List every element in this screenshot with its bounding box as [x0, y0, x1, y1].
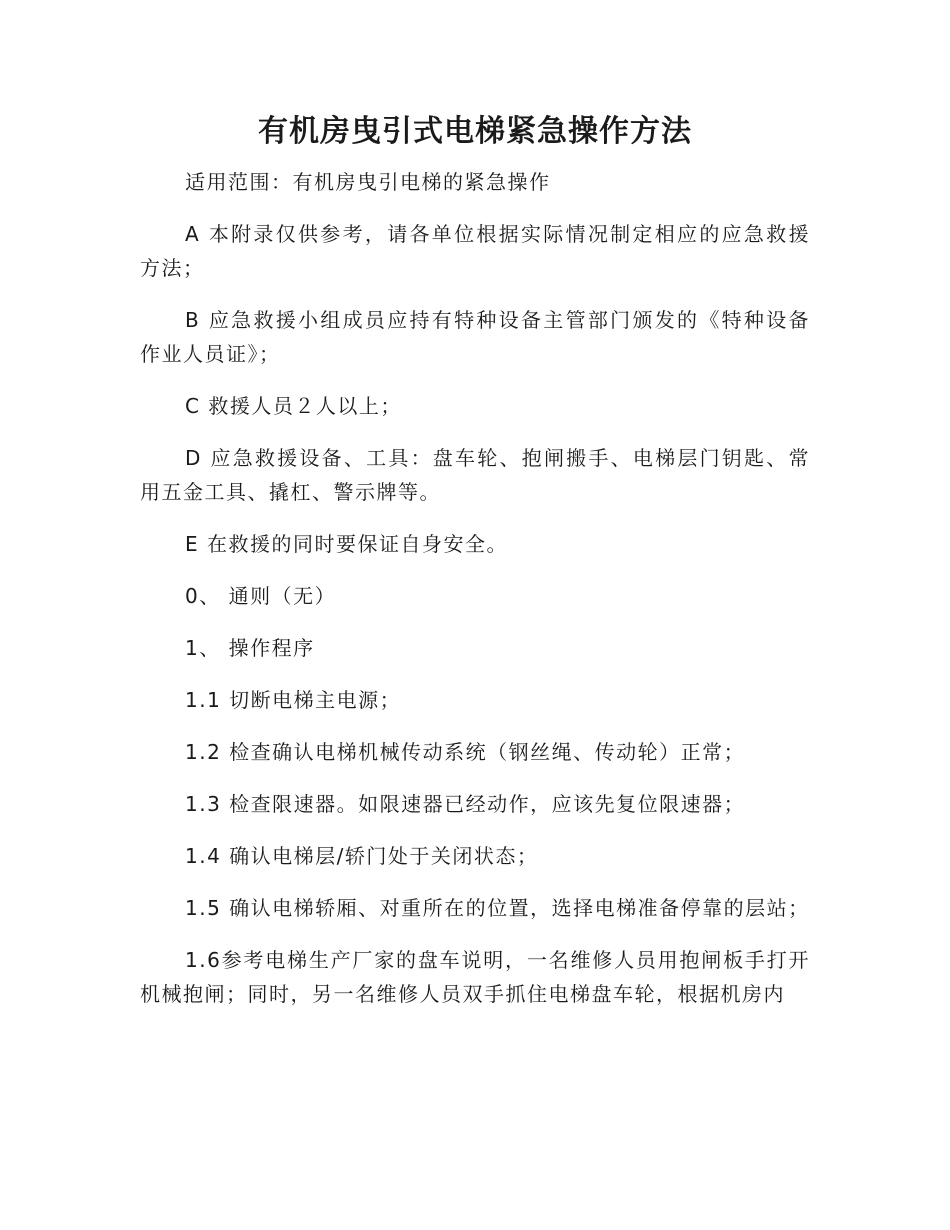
scope-paragraph: 适用范围：有机房曳引电梯的紧急操作 — [185, 170, 551, 194]
step-1-2: 1.2 检查确认电梯机械传动系统（钢丝绳、传动轮）正常； — [185, 740, 746, 764]
step-1-3: 1.3 检查限速器。如限速器已经动作，应该先复位限速器； — [185, 792, 746, 816]
document-body — [140, 165, 810, 1029]
document-title: 有机房曳引式电梯紧急操作方法 — [258, 114, 692, 149]
step-1-1: 1.1 切断电梯主电源； — [185, 688, 402, 712]
step-1-6: 1.6参考电梯生产厂家的盘车说明，一名维修人员用抱闸板手打开机械抱闸；同时，另一名维修人员双手抓住电梯盘车轮，根据机房内 — [140, 948, 810, 1006]
note-a-paragraph: A 本附录仅供参考，请各单位根据实际情况制定相应的应急救援方法； — [140, 222, 810, 280]
note-b-paragraph: B 应急救援小组成员应持有特种设备主管部门颁发的《特种设备作业人员证》； — [140, 308, 810, 366]
section-0-heading: 0、 通则（无） — [185, 584, 337, 608]
step-1-5: 1.5 确认电梯轿厢、对重所在的位置，选择电梯准备停靠的层站； — [185, 896, 810, 920]
note-e-paragraph: E 在救援的同时要保证自身安全。 — [185, 532, 508, 556]
note-c-paragraph: C 救援人员２人以上； — [185, 394, 402, 418]
step-1-4: 1.4 确认电梯层/轿门处于关闭状态； — [185, 844, 539, 868]
note-d-paragraph: D 应急救援设备、工具：盘车轮、抱闸搬手、电梯层门钥匙、常用五金工具、撬杠、警示牌等。 — [140, 446, 810, 504]
section-1-heading: 1、 操作程序 — [185, 636, 315, 660]
